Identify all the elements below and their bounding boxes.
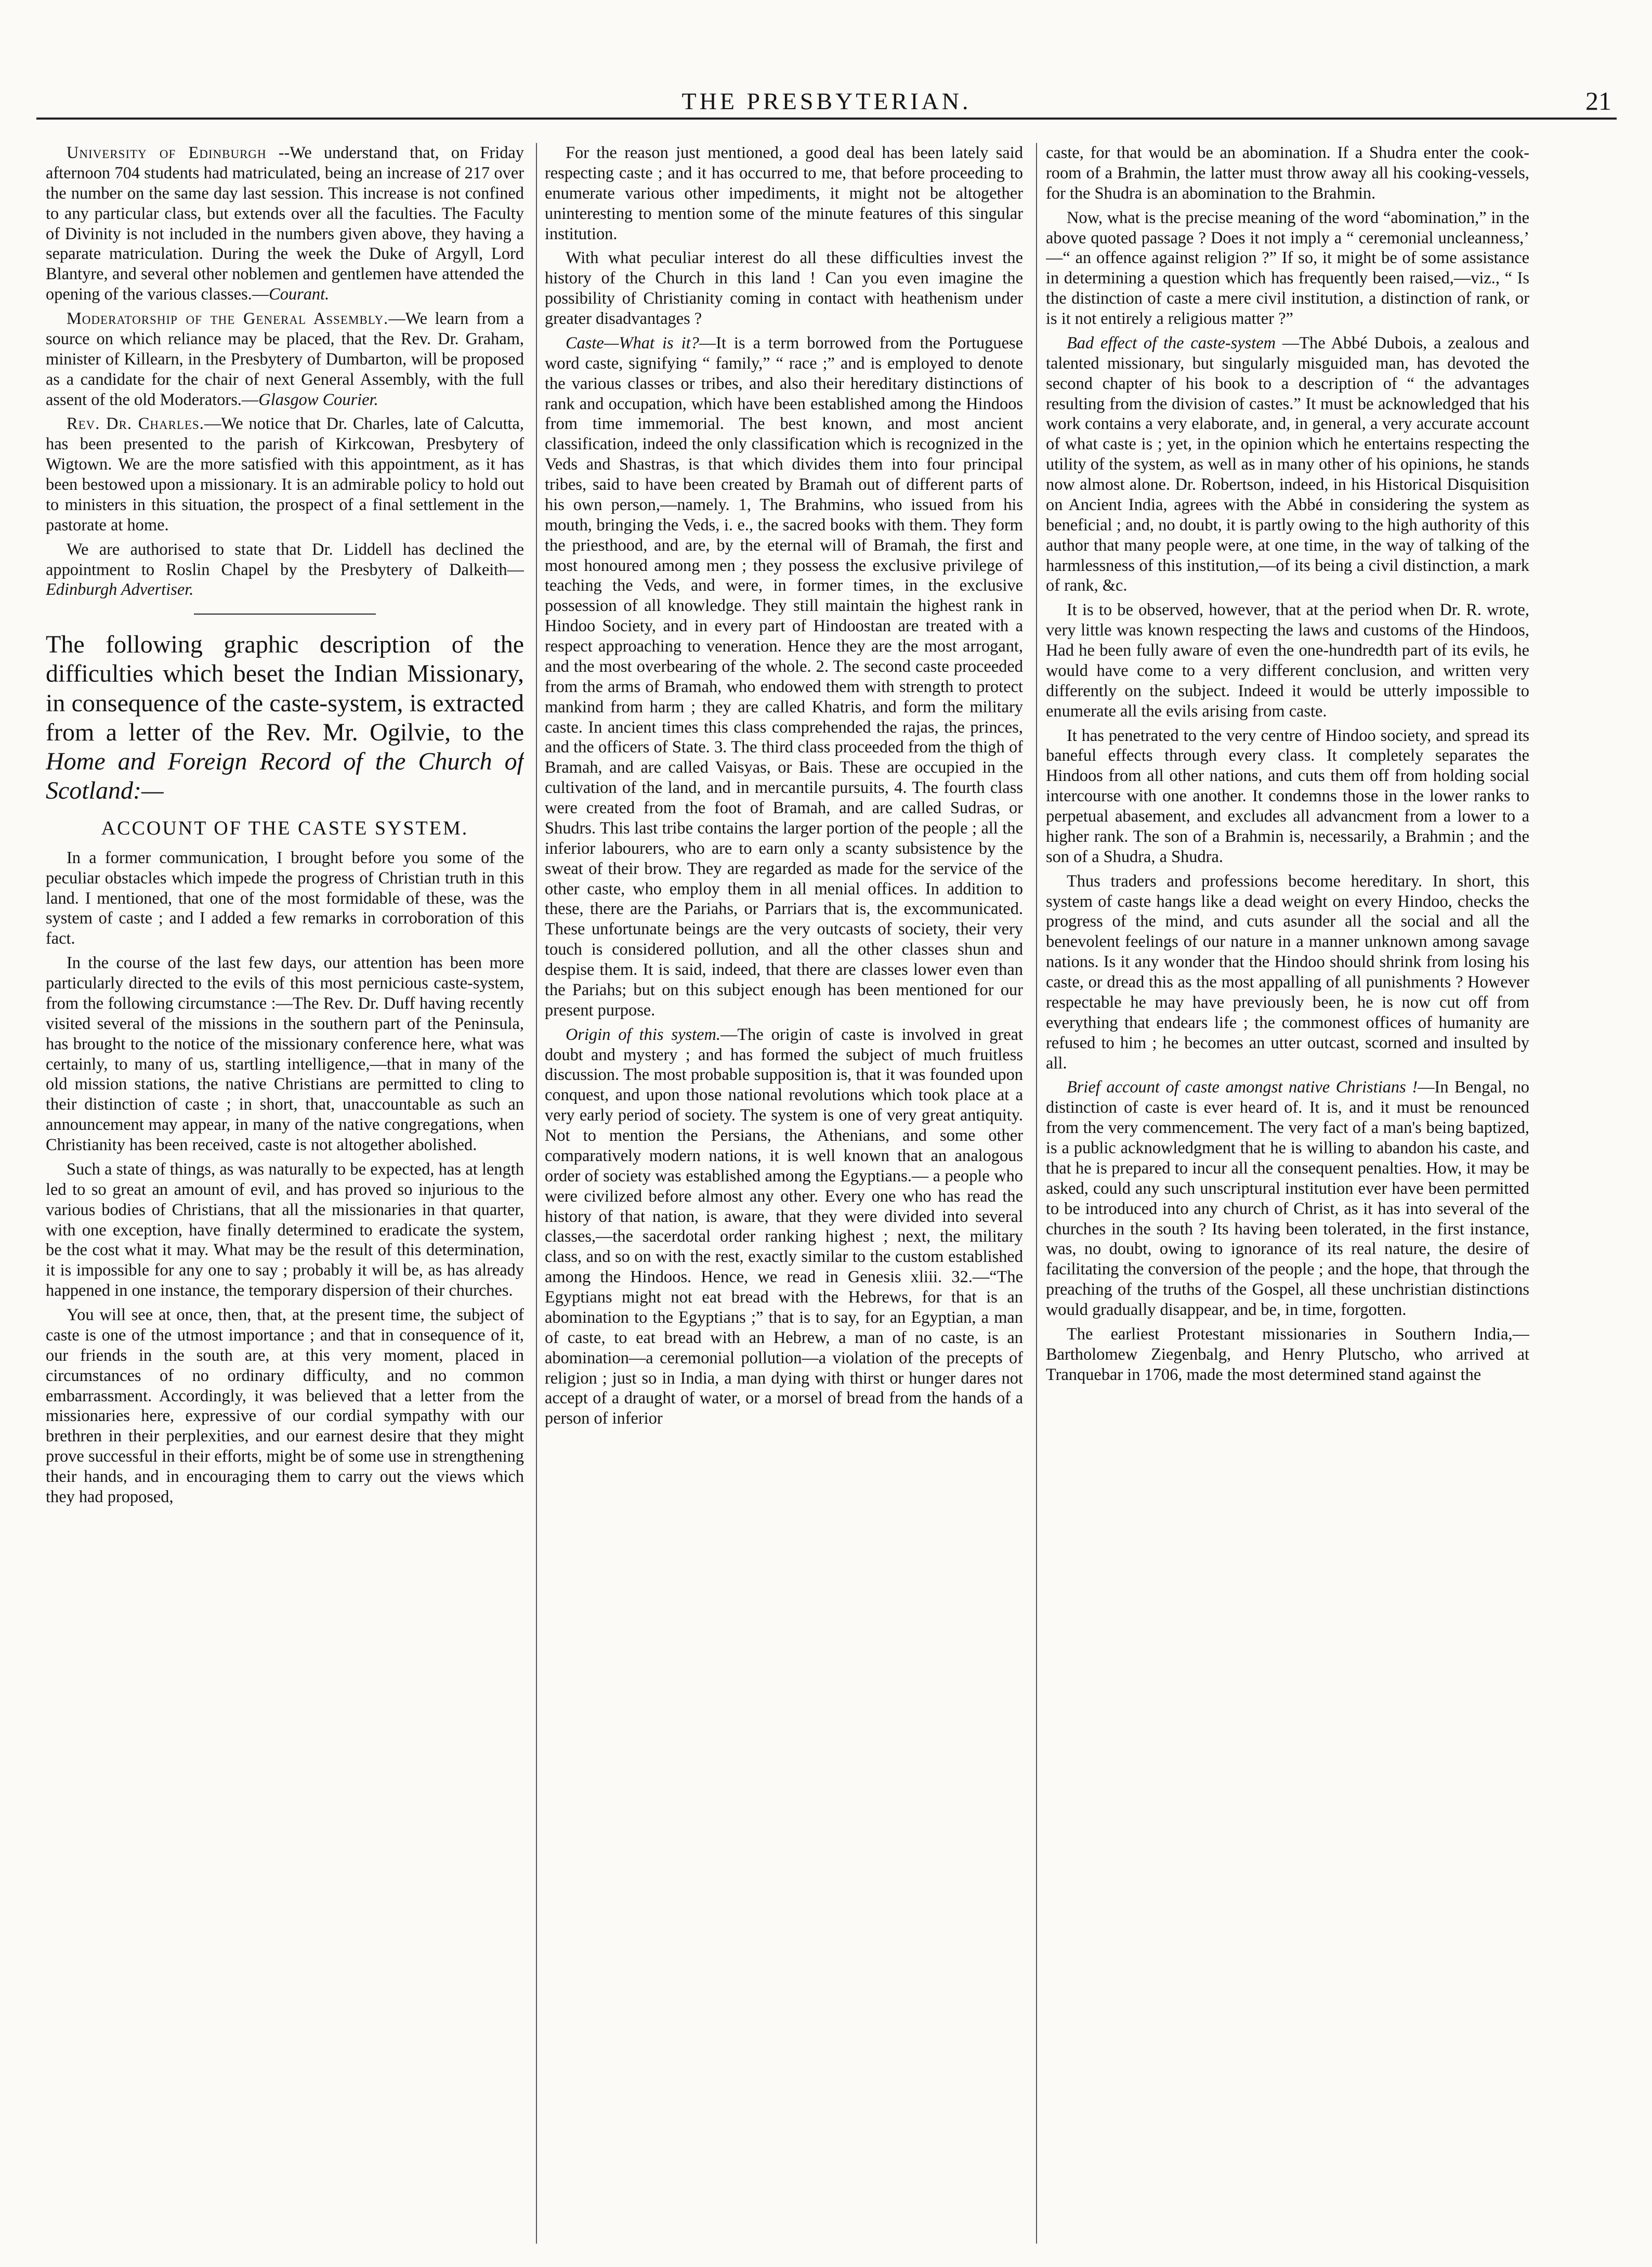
article-section-brief-account	[1046, 1077, 1529, 1320]
column-divider	[536, 143, 537, 2244]
section-heading: Origin of this system.	[566, 1025, 720, 1044]
news-item-dr-charles	[46, 414, 524, 535]
section-body: —The origin of caste is involved in great doubt and mystery ; and has formed the subject of much fruitless discussion. The most probable supposition is, that it was founded upon conquest, and upon those national revolutions which took place at a very early period of society. The system is one of very great antiquity. Not to mention the Persians, the Athenians, and some other comparatively modern nations, it is well known that an analogous order of society was established among the Egyptians.— a people who were civilized before almost any other. Every one who has read the history of that nation, is aware, that they were divided into several classes,—the sacerdotal order ranking highest ; next, the military class, and so on with the rest, exactly similar to the custom established among the Hindoos. Hence, we read in Genesis xliii. 32.—“The Egyptians might not eat bread with the Hebrews, for that is an abomination to the Egyptians ;” that is to say, for an Egyptian, a man of caste, to eat bread with an Hebrew, a man of no caste, is an abomination—a ceremonial pollution—a violation of the precepts of religion ; just so in India, a man dying with thirst or hunger dares not accept of a draught of water, or a morsel of bread from the hands of a person of inferior	[545, 1025, 1023, 1428]
news-item-body: We are authorised to state that Dr. Liddell has declined the appointment to Roslin Chapel by the Presbytery of Dalkeith—	[46, 540, 524, 579]
article-paragraph: caste, for that would be an abomination. If a Shudra enter the cook-room of a Brahmin, the latter must throw away all his cooking-vessels, for the Shudra is an abomination to the Brahmin.	[1046, 144, 1529, 203]
article-intro-source: Home and Foreign Record of the Church of Scotland:—	[46, 747, 524, 805]
section-body: —The Abbé Dubois, a zealous and talented missionary, but singularly misguided man, has devoted the second chapter of his book to a description of “ the advantages resulting from the division of castes.” It must be acknowledged that his work contains a very elaborate, and, in general, a very accurate account of what caste is ; yet, in the opinion which he entertains respecting the utility of the system, as well as in many other of his opinions, he stands now almost alone. Dr. Robertson, indeed, in his Historical Disquisition on Ancient India, agrees with the Abbé in considering the system as beneficial ; and, no doubt, it is partly owing to the high authority of this author that many people were, at one time, in the way of talking of the harmlessness of this institution,—of its being a civil distinction, a mark of rank, &c.	[1046, 333, 1529, 595]
article-paragraph: In the course of the last few days, our attention has been more particularly directed to the evils of this most pernicious caste-system, from the following circumstance :—The Rev. Dr. Duff having recently visited several of the missions in the southern part of the Peninsula, has brought to the notice of the missionary conference here, what was certainly, to many of us, startling intelligence,—that in many of the old mission stations, the native Christians are permitted to cling to their distinction of caste ; in short, that, unaccountable as such an announcement may appear, in many of the native congregations, when Christianity has been received, caste is not altogether abolished.	[46, 954, 524, 1155]
article-paragraph: In a former communication, I brought before you some of the peculiar obstacles which impede the progress of Christian truth in this land. I mentioned, that one of the most formidable of these, was the system of caste ; and I added a few remarks in corroboration of this fact.	[46, 848, 524, 948]
article-paragraph: You will see at once, then, that, at the present time, the subject of caste is one of the utmost importance ; and that in consequence of it, our friends in the south are, at this very moment, placed in circumstances of no ordinary difficulty, and no common embarrassment. Accordingly, it was believed that a letter from the missionaries here, expressive of our cordial sympathy with our brethren in their perplexities, and our earnest desire that they might prove successful in their efforts, might be of some use in strengthening their hands, and in encouraging them to carry out the views which they had proposed,	[46, 1306, 524, 1506]
article-paragraph: The earliest Protestant missionaries in Southern India,—Bartholomew Ziegenbalg, and Henry Plutscho, who arrived at Tranquebar in 1706, made the most determined stand against the	[1046, 1324, 1529, 1384]
article-paragraph: It has penetrated to the very centre of Hindoo society, and spread its baneful effects through every class. It completely separates the Hindoos from all other nations, and cuts them off from holding social intercourse with one another. It condemns those in the lower ranks to perpetual abasement, and excludes all advancment from a lower to a higher rank. The son of a Brahmin is, necessarily, a Brahmin ; and the son of a Shudra, a Shudra.	[1046, 726, 1529, 866]
news-item-source: Courant.	[269, 285, 330, 304]
section-heading: Bad effect of the caste-system	[1067, 333, 1276, 353]
article-intro-text: The following graphic description of the difficulties which beset the Indian Missionary, in consequence of the caste-system, is extracted from a letter of the Rev. Mr. Ogilvie, to the	[46, 631, 524, 746]
article-section-origin	[545, 1025, 1023, 1429]
column-1	[46, 143, 524, 2244]
section-heading: Brief account of caste amongst native Christians !	[1067, 1078, 1418, 1097]
page-header	[36, 26, 1617, 120]
article-paragraph: Thus traders and professions become hereditary. In short, this system of caste hangs like a dead weight on every Hindoo, checks the progress of the mind, and cuts asunder all the social and all the benevolent feelings of our nature in a manner unknown among savage nations. Is it any wonder that the Hindoo should shrink from losing his caste, or dread this as the most appalling of all punishments ? However respectable he may have previously been, he is now cut off from everything that endears life ; the commonest offices of humanity are refused to him ; he becomes an utter outcast, scorned and insulted by all.	[1046, 871, 1529, 1073]
page-number: 21	[1585, 86, 1611, 115]
news-item-moderatorship	[46, 309, 524, 410]
article-paragraph: It is to be observed, however, that at the period when Dr. R. wrote, very little was known respecting the laws and customs of the Hindoos, Had he been fully aware of even the one-hundredth part of its evils, he would have come to a very different conclusion, and written very differently on the subject. Indeed it would be utterly impossible to enumerate all the evils arising from caste.	[1046, 601, 1529, 721]
column-3	[1046, 143, 1529, 2244]
article-paragraph: With what peculiar interest do all these difficulties invest the history of the Church in this land ! Can you even imagine the possibility of Christianity coming in contact with heathenism under greater disadvantages ?	[545, 249, 1023, 328]
section-body: —In Bengal, no distinction of caste is ever heard of. It is, and it must be renounced from the very commencement. The very fact of a man's being baptized, is a public acknowledgment that he is willing to abandon his caste, and that he is prepared to incur all the consequent penalties. How, it may be asked, could any such unscriptural institution ever have been permitted to be introduced into any church of Christ, as it has into several of the churches in the south ? Its having been tolerated, in the first instance, was, no doubt, owing to ignorance of its real nature, the desire of facilitating the conversion of the people ; and the hope, that through the preaching of the truths of the Gospel, all these unchristian distinctions would gradually disappear, and be, in time, forgotten.	[1046, 1078, 1529, 1319]
column-divider	[1036, 143, 1037, 2244]
news-item-heading: Moderatorship of the General Assembly.	[67, 309, 389, 328]
news-item-body: —We learn from a source on which reliance may be placed, that the Rev. Dr. Graham, minister of Killearn, in the Presbytery of Dumbarton, will be proposed as a candidate for the chair of next General Assembly, with the full assent of the old Moderators.—	[46, 309, 524, 409]
section-heading: Caste—What is it?	[566, 333, 699, 353]
news-item-heading: Rev. Dr. Charles.	[67, 414, 204, 434]
section-separator	[194, 614, 376, 615]
article-paragraph: Such a state of things, as was naturally to be expected, has at length led to so great an amount of evil, and has proved so injurious to the various bodies of Christians, that all the missionaries in that quarter, with one exception, have finally determined to eradicate the system, be the cost what it may. What may be the result of this determination, it is impossible for any one to say ; probably it will be, as has already happened in one instance, the temporary dispersion of their churches.	[46, 1159, 524, 1300]
news-item-heading: University of Edinburgh	[67, 144, 267, 162]
running-title: THE PRESBYTERIAN.	[681, 88, 972, 114]
article-intro	[46, 630, 524, 805]
article-paragraph: Now, what is the precise meaning of the word “abomination,” in the above quoted passage ? Does it not imply a “ ceremonial uncleanness,’ —“ an offence against religion ?” If so, it might be of some assistance in determining a question which has frequently been raised,—viz., “ Is the distinction of caste a mere civil institution, a distinction of rank, or is it not entirely a religious matter ?”	[1046, 208, 1529, 328]
article-section-bad-effect	[1046, 333, 1529, 596]
news-item-body: —We notice that Dr. Charles, late of Calcutta, has been presented to the parish of Kirkcowan, Presbytery of Wigtown. We are the more satisfied with this appointment, as it has been bestowed upon a missionary. It is an admirable policy to hold out to ministers in this situation, the prospect of a final settlement in the pastorate at home.	[46, 414, 524, 535]
news-item-edinburgh	[46, 143, 524, 305]
news-item-body: --We understand that, on Friday afternoon 704 students had matriculated, being an increase of 217 over the number on the same day last session. This increase is not confined to any particular class, but extends over all the faculties. The Faculty of Divinity is not included in the numbers given above, they having a separate matriculation. During the week the Duke of Argyll, Lord Blantyre, and several other noblemen and gentlemen have attended the opening of the various classes.—	[46, 144, 524, 304]
article-title: ACCOUNT OF THE CASTE SYSTEM.	[101, 817, 469, 840]
header-rule	[36, 118, 1617, 120]
news-item-liddell	[46, 540, 524, 601]
news-item-source: Edinburgh Advertiser.	[46, 580, 194, 600]
article-paragraph: For the reason just mentioned, a good deal has been lately said respecting caste ; and it has occurred to me, that before proceeding to enumerate various other impediments, it might not be altogether uninteresting to mention some of the minute features of this singular institution.	[545, 144, 1023, 243]
article-section-caste	[545, 333, 1023, 1021]
news-item-source: Glasgow Courier.	[258, 390, 378, 409]
column-2	[545, 143, 1023, 2244]
section-body: —It is a term borrowed from the Portuguese word caste, signifying “ family,” “ race ;” and is employed to denote the various classes or tribes, and also their hereditary distinctions of rank and occupation, which have been established among the Hindoos from time immemorial. The best known, and most ancient classification, indeed the only classification which is recognized in the Veds and Shastras, is that which divides them into four principal tribes, said to have been created by Bramah out of different parts of his own person,—namely. 1, The Brahmins, who issued from his mouth, bringing the Veds, i. e., the sacred books with them. They form the priesthood, and are, by the eternal will of Bramah, the first and most honoured among men ; they possess the exclusive privilege of teaching the Veds, and were, in former times, in the exclusive possession of all knowledge. They still maintain the highest rank in Hindoo Society, and in every part of Hindoostan are treated with a respect approaching to veneration. Hence they are the most arrogant, and the most overbearing of the whole. 2. The second caste proceeded from the arms of Bramah, who endowed them with strength to protect mankind from harm ; they are called Khatris, and form the military caste. In ancient times this class comprehended the rajas, the princes, and the officers of State. 3. The third class proceeded from the thigh of Bramah, and are called Vaisyas, or Bais. These are occupied in the cultivation of the land, and in mercantile pursuits, 4. The fourth class were created from the foot of Bramah, and are called Sudras, or Shudrs. This last tribe contains the larger portion of the people ; all the inferior labourers, who are to earn only a scanty subsistence by the sweat of their brow. They are regarded as made for the service of the other caste, who employ them in all menial offices. In addition to these, there are the Pariahs, or Parriars that is, the excommunicated. These unfortunate beings are the very outcasts of society, their very touch is considered pollution, and all the other classes shun and despise them. It is said, indeed, that there are classes lower even than the Pariahs; but on this subject enough has been mentioned for our present purpose.	[545, 333, 1023, 1020]
